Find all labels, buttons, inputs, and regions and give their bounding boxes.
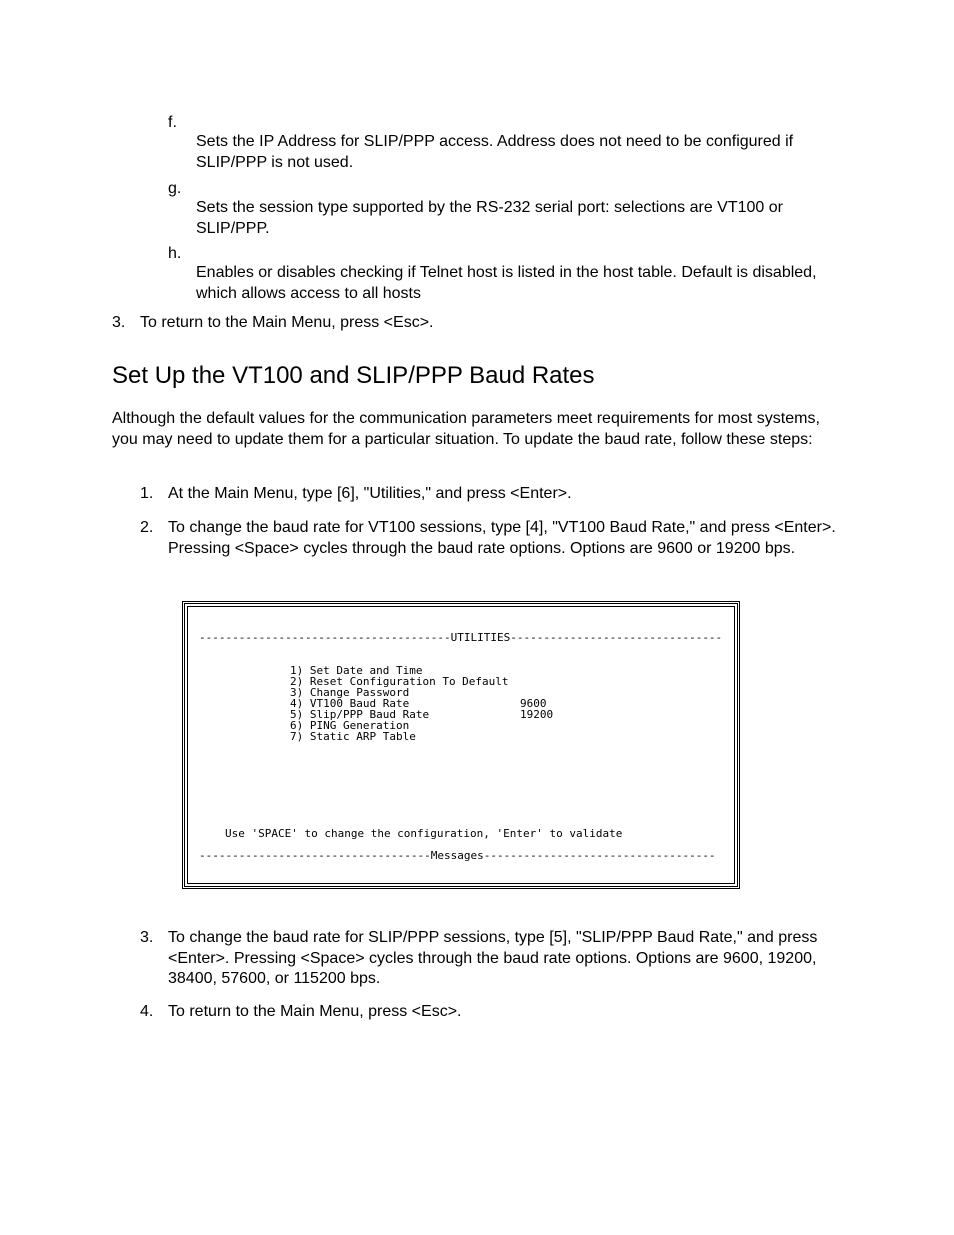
step-number: 4. — [140, 1003, 154, 1020]
terminal-menu-item: 7) Static ARP Table — [290, 730, 416, 743]
terminal-menu-item: 1) Set Date and Time — [290, 664, 423, 677]
terminal-menu-item: 3) Change Password — [290, 686, 410, 699]
terminal-menu-value: 9600 — [520, 697, 547, 710]
terminal-inner-frame — [187, 606, 735, 884]
step-text: To change the baud rate for SLIP/PPP sessions, type [5], "SLIP/PPP Baud Rate," and press <Enter>. Pressing <Space> cycles through the baud rate options. Options are 9600, 19200, 38400, 57600, or 115200 bps. — [168, 929, 818, 987]
terminal-top-rule: --------------------------------------UTILITIES-------------------------------- — [199, 631, 723, 644]
step-number: 3. — [112, 314, 126, 331]
section-heading: Set Up the VT100 and SLIP/PPP Baud Rates — [112, 362, 595, 389]
terminal-hint: Use 'SPACE' to change the configuration, 'Enter' to validate — [225, 827, 623, 840]
sub-item-letter: h. — [168, 245, 182, 262]
terminal-menu-item: 4) VT100 Baud Rate — [290, 697, 410, 710]
step-number: 3. — [140, 929, 154, 946]
terminal-menu-item: 2) Reset Configuration To Default — [290, 675, 509, 688]
terminal-bottom-rule: -----------------------------------Messages----------------------------------- — [199, 849, 716, 862]
sub-item-description: Sets the session type supported by the RS-232 serial port: selections are VT100 or SLIP/PPP. — [196, 199, 783, 237]
sub-item-letter: g. — [168, 180, 182, 197]
step-number: 2. — [140, 519, 154, 536]
terminal-screenshot — [182, 601, 740, 889]
step-text: To return to the Main Menu, press <Esc>. — [168, 1003, 462, 1020]
intro-paragraph: Although the default values for the communication parameters meet requirements for most systems, you may need to update them for a particular situation. To update the baud rate, follow these steps: — [112, 410, 820, 448]
terminal-menu-value: 19200 — [520, 708, 554, 721]
step-text: To return to the Main Menu, press <Esc>. — [140, 314, 434, 331]
step-text: At the Main Menu, type [6], "Utilities," and press <Enter>. — [168, 485, 572, 502]
terminal-menu-item: 5) Slip/PPP Baud Rate — [290, 708, 430, 721]
sub-item-letter: f. — [168, 114, 177, 131]
terminal-menu-item: 6) PING Generation — [290, 719, 410, 732]
step-number: 1. — [140, 485, 154, 502]
step-text: To change the baud rate for VT100 sessions, type [4], "VT100 Baud Rate," and press <Enter>. Pressing <Space> cycles through the baud rate options. Options are 9600 or 19200 bps. — [168, 519, 836, 557]
sub-item-description: Sets the IP Address for SLIP/PPP access. Address does not need to be configured if SLIP/PPP is not used. — [196, 133, 794, 171]
sub-item-description: Enables or disables checking if Telnet host is listed in the host table. Default is disabled, which allows access to all hosts — [196, 264, 817, 302]
